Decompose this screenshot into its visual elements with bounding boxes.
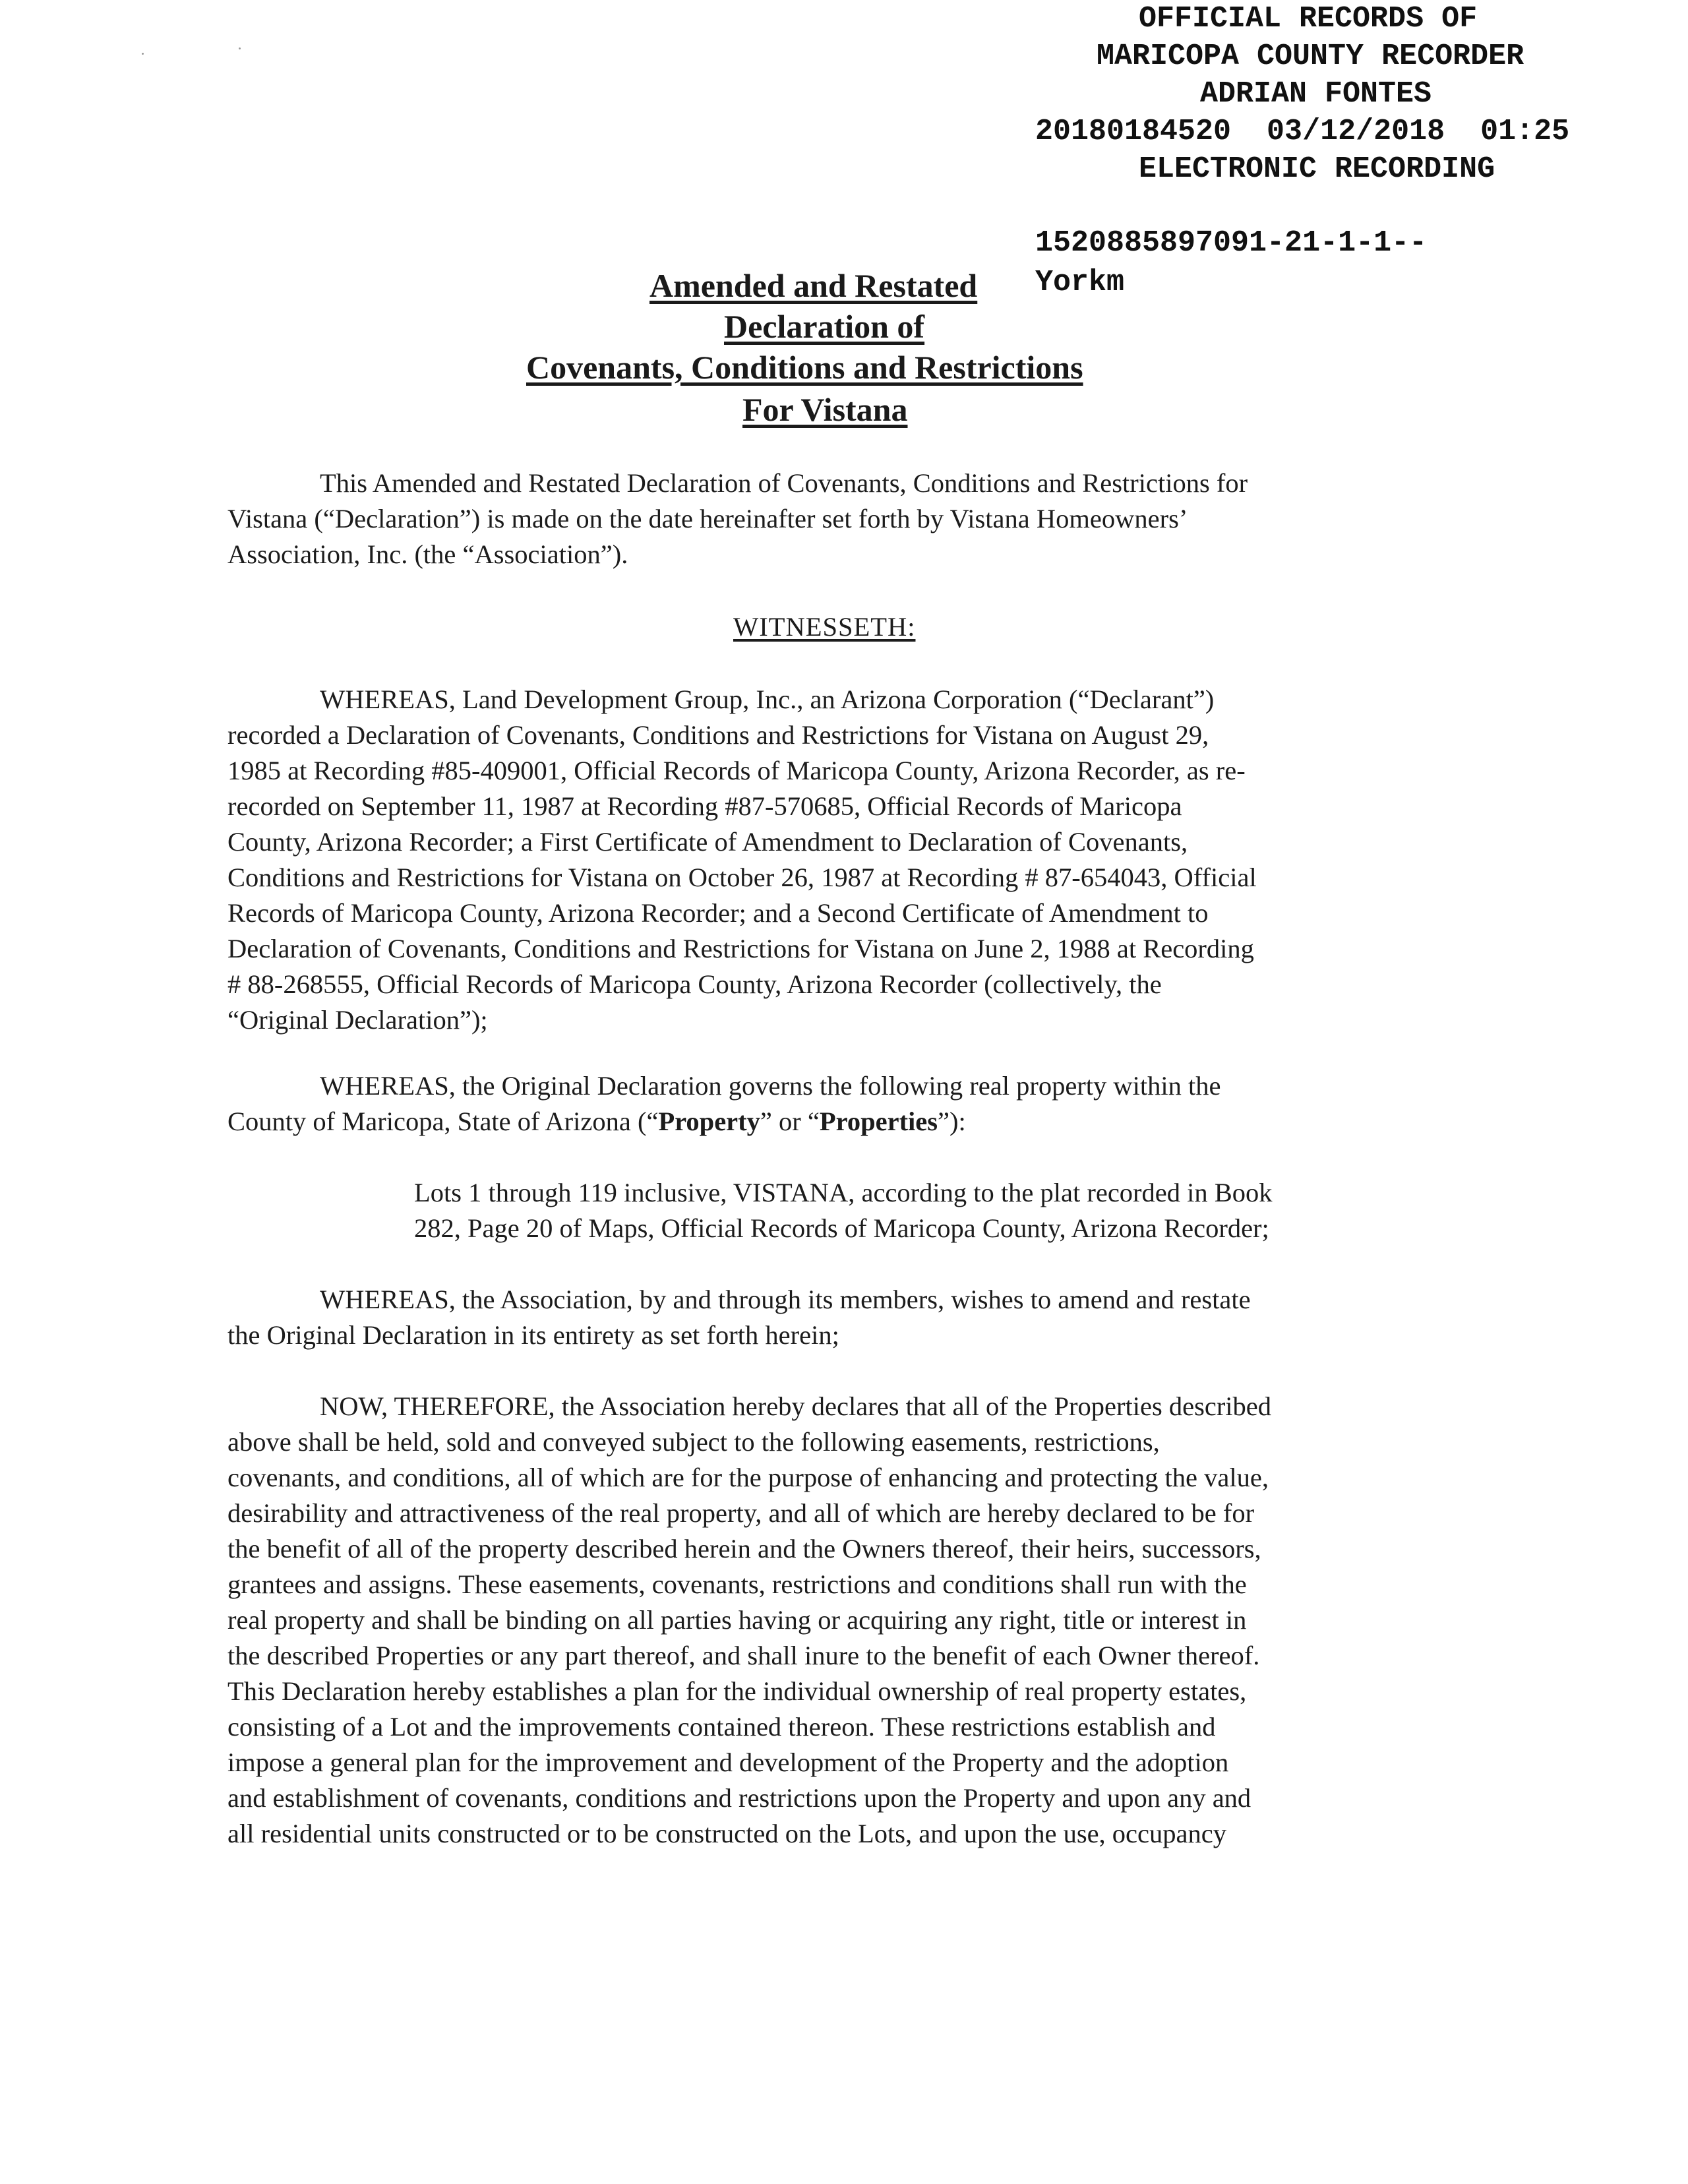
stamp-line-electronic-recording: ELECTRONIC RECORDING [1139,152,1495,186]
stamp-line-official-records: OFFICIAL RECORDS OF [1139,2,1478,36]
paragraph-line: covenants, and conditions, all of which are for the purpose of enhancing and protecting the value, [227,1463,1269,1492]
title-line-4: For Vistana [742,391,908,428]
paragraph-line: the described Properties or any part thereof, and shall inure to the benefit of each Owner thereof. [227,1641,1260,1670]
paragraph-line: grantees and assigns. These easements, covenants, restrictions and conditions shall run with the [227,1569,1247,1599]
now-therefore-paragraph [227,1389,1444,1852]
title-line-1: Amended and Restated [649,267,978,304]
paragraph-line: Vistana (“Declaration”) is made on the date hereinafter set forth by Vistana Homeowners’ [227,504,1188,533]
paragraph-line: Records of Maricopa County, Arizona Recorder; and a Second Certificate of Amendment to [227,898,1209,928]
legal-description-block [414,1175,1443,1246]
stamp-line-submitter: Yorkm [1035,266,1125,299]
paragraph-line: NOW, THEREFORE, the Association hereby declares that all of the Properties described [320,1391,1272,1421]
whereas-amend-paragraph [227,1282,1444,1353]
paragraph-line: impose a general plan for the improvement and development of the Property and the adoption [227,1747,1229,1777]
defined-term-property: Property [658,1107,760,1136]
paragraph-line: real property and shall be binding on all parties having or acquiring any right, title or interest in [227,1605,1247,1635]
intro-paragraph [227,466,1444,572]
paragraph-line: desirability and attractiveness of the real property, and all of which are hereby declared to be for [227,1498,1255,1528]
stamp-line-recorder-name: ADRIAN FONTES [1200,77,1432,111]
text-segment: ” or “ [760,1107,820,1136]
paragraph-line: Conditions and Restrictions for Vistana on October 26, 1987 at Recording # 87-654043, Official [227,863,1257,892]
paragraph-line: Association, Inc. (the “Association”). [227,539,628,569]
scan-speck [239,47,241,49]
paragraph-line: WHEREAS, the Original Declaration governs the following real property within the [320,1071,1221,1101]
paragraph-line: recorded on September 11, 1987 at Recording #87-570685, Official Records of Maricopa [227,791,1182,821]
paragraph-line: This Amended and Restated Declaration of Covenants, Conditions and Restrictions for [320,468,1248,498]
whereas-recording-history-paragraph [227,682,1444,1038]
witnesseth-heading: WITNESSETH: [733,612,916,642]
paragraph-line: Declaration of Covenants, Conditions and Restrictions for Vistana on June 2, 1988 at Recording [227,934,1254,963]
paragraph-line: 282, Page 20 of Maps, Official Records of Maricopa County, Arizona Recorder; [414,1213,1269,1243]
stamp-line-county-recorder: MARICOPA COUNTY RECORDER [1097,40,1524,73]
stamp-line-document-id: 1520885897091-21-1-1-- [1035,226,1428,260]
paragraph-line: 1985 at Recording #85-409001, Official Records of Maricopa County, Arizona Recorder, as re- [227,756,1246,785]
paragraph-line: “Original Declaration”); [227,1005,488,1035]
paragraph-line: recorded a Declaration of Covenants, Conditions and Restrictions for Vistana on August 29, [227,720,1209,750]
paragraph-line: consisting of a Lot and the improvements contained thereon. These restrictions establish and [227,1712,1216,1742]
scan-speck [142,53,144,55]
title-line-3: Covenants, Conditions and Restrictions [526,349,1083,386]
text-segment: County of Maricopa, State of Arizona (“ [227,1107,659,1136]
paragraph-line: and establishment of covenants, conditions and restrictions upon the Property and upon any and [227,1783,1251,1813]
paragraph-line: WHEREAS, the Association, by and through its members, wishes to amend and restate [320,1285,1251,1314]
paragraph-line: Lots 1 through 119 inclusive, VISTANA, according to the plat recorded in Book [414,1178,1273,1207]
text-segment: ”): [938,1107,966,1136]
paragraph-line: WHEREAS, Land Development Group, Inc., an Arizona Corporation (“Declarant”) [320,684,1215,714]
defined-term-properties: Properties [819,1107,938,1136]
paragraph-line: the benefit of all of the property described herein and the Owners thereof, their heirs, successors, [227,1534,1261,1563]
stamp-line-recording-number-date: 20180184520 03/12/2018 01:25 [1035,115,1570,148]
whereas-property-paragraph [227,1068,1444,1139]
paragraph-line: County, Arizona Recorder; a First Certificate of Amendment to Declaration of Covenants, [227,827,1188,857]
paragraph-line: This Declaration hereby establishes a plan for the individual ownership of real property estates, [227,1676,1247,1706]
title-line-2: Declaration of [724,308,925,345]
paragraph-line: all residential units constructed or to be constructed on the Lots, and upon the use, occupancy [227,1819,1226,1848]
paragraph-line: the Original Declaration in its entirety as set forth herein; [227,1320,839,1350]
paragraph-line: # 88-268555, Official Records of Maricopa County, Arizona Recorder (collectively, the [227,969,1162,999]
paragraph-line [227,1104,1444,1139]
paragraph-line: above shall be held, sold and conveyed subject to the following easements, restrictions, [227,1427,1160,1457]
